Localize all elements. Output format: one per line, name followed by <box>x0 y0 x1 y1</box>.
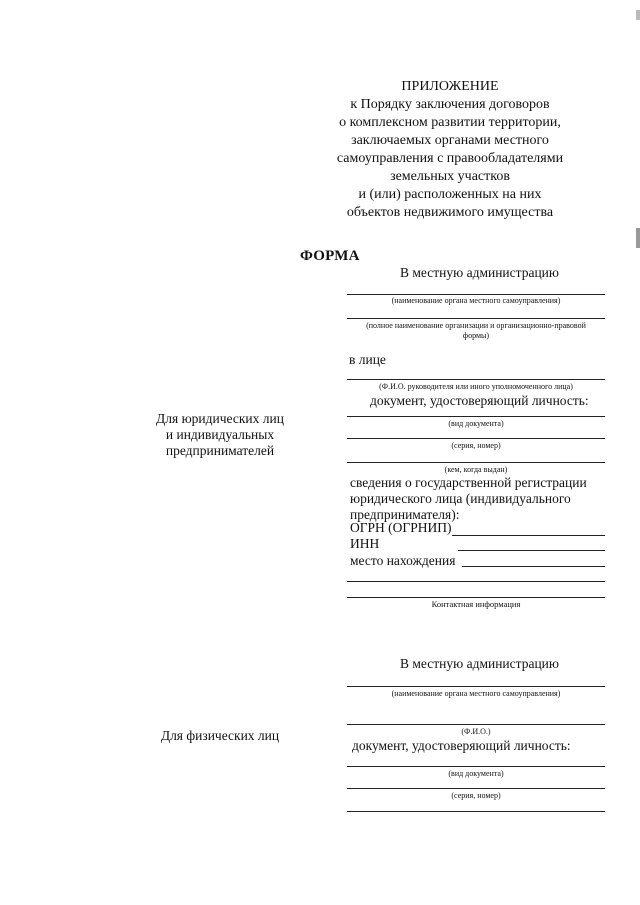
location-field-2[interactable] <box>347 581 605 582</box>
addressee-legal: В местную администрацию <box>400 265 559 280</box>
authority-line-legal[interactable] <box>347 294 605 295</box>
caption-org-2: формы) <box>462 331 490 340</box>
ogrn-field[interactable] <box>452 535 605 536</box>
id-document-label-legal: документ, удостоверяющий личность: <box>370 393 589 408</box>
appendix-line: самоуправления с правообладателями <box>336 151 564 166</box>
form-label: ФОРМА <box>300 248 360 264</box>
organization-line[interactable] <box>347 318 605 319</box>
doc-type-line-individual[interactable] <box>347 766 605 767</box>
appendix-line: земельных участков <box>390 169 510 184</box>
appendix-line: объектов недвижимого имущества <box>346 205 554 220</box>
location-field[interactable] <box>462 566 605 567</box>
appendix-line: заключаемых органами местного <box>351 133 549 148</box>
inn-field[interactable] <box>458 550 605 551</box>
location-label: место нахождения <box>350 553 456 568</box>
caption-authority-individual: (наименование органа местного самоуправления) <box>391 689 561 698</box>
appendix-line: и (или) расположенных на них <box>358 187 542 202</box>
head-fio-line[interactable] <box>347 379 605 380</box>
registration-label-3: предпринимателя): <box>350 507 460 522</box>
caption-doc-type-legal: (вид документа) <box>448 419 504 428</box>
series-line-individual[interactable] <box>347 788 605 789</box>
authority-line-individual[interactable] <box>347 686 605 687</box>
caption-doc-type-individual: (вид документа) <box>448 769 504 778</box>
caption-series-individual: (серия, номер) <box>451 791 501 800</box>
caption-org-1: (полное наименование организации и организационно-правовой <box>366 321 586 330</box>
registration-label-2: юридического лица (индивидуального <box>350 491 571 506</box>
side-label-line: предпринимателей <box>165 443 275 458</box>
caption-issued: (кем, когда выдан) <box>444 465 508 474</box>
side-label-legal <box>120 411 320 459</box>
in-person-label: в лице <box>349 352 386 367</box>
issued-line[interactable] <box>347 462 605 463</box>
fio-line[interactable] <box>347 724 605 725</box>
appendix-line: к Порядку заключения договоров <box>350 97 550 112</box>
appendix-line: о комплексном развитии территории, <box>339 115 561 130</box>
ogrn-label: ОГРН (ОГРНИП) <box>350 520 452 535</box>
id-document-label-individual: документ, удостоверяющий личность: <box>352 738 571 753</box>
caption-fio: (Ф.И.О.) <box>461 727 491 736</box>
issued-line-individual[interactable] <box>347 811 605 812</box>
caption-series-legal: (серия, номер) <box>451 441 501 450</box>
caption-contact: Контактная информация <box>431 599 521 609</box>
registration-label-1: сведения о государственной регистрации <box>350 475 587 490</box>
appendix-header <box>300 78 600 222</box>
doc-type-line-legal[interactable] <box>347 416 605 417</box>
scan-edge-mark <box>636 10 640 20</box>
side-label-line: и индивидуальных <box>165 427 275 442</box>
addressee-individual: В местную администрацию <box>400 656 559 671</box>
caption-fio-head: (Ф.И.О. руководителя или иного уполномоченного лица) <box>379 382 573 391</box>
side-label-line: Для юридических лиц <box>156 411 284 426</box>
inn-label: ИНН <box>350 536 380 551</box>
caption-authority-legal: (наименование органа местного самоуправления) <box>391 296 561 305</box>
appendix-title: ПРИЛОЖЕНИЕ <box>401 79 499 94</box>
series-line-legal[interactable] <box>347 438 605 439</box>
side-label-individual: Для физических лиц <box>160 728 280 743</box>
scan-edge-mark <box>636 228 640 248</box>
contact-line[interactable] <box>347 597 605 598</box>
